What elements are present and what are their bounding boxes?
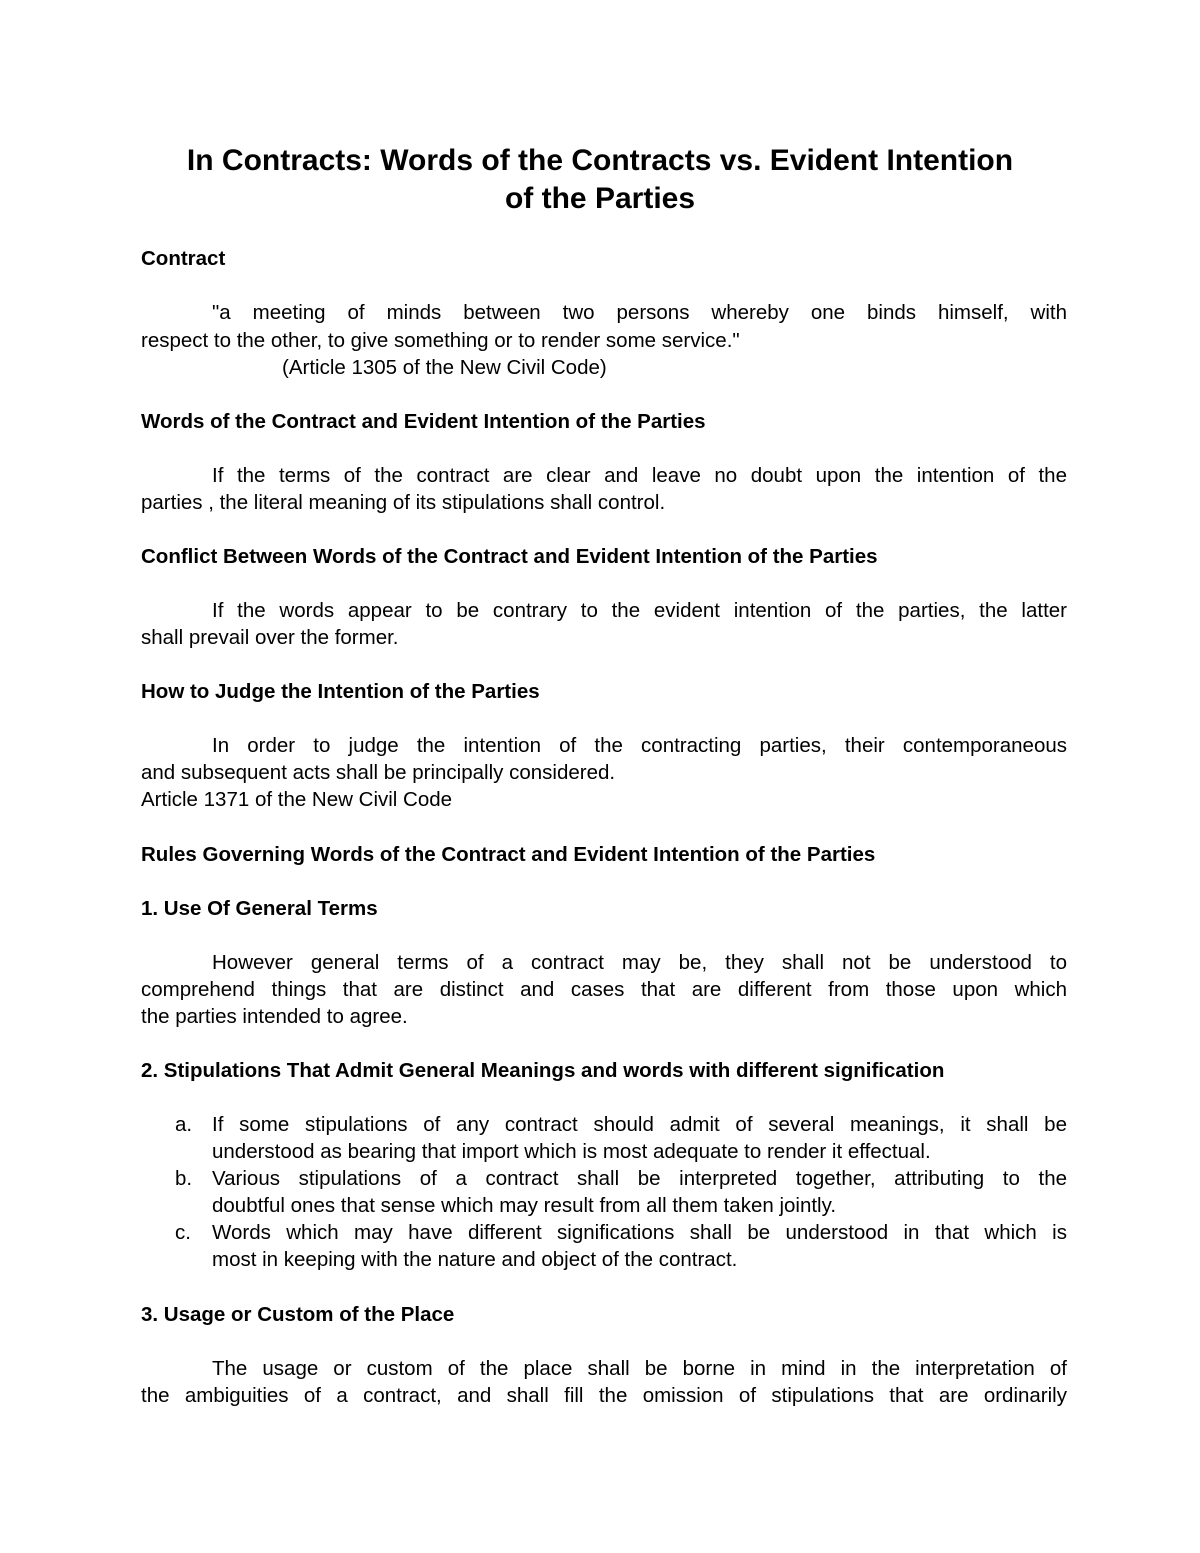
document-title-line-1: In Contracts: Words of the Contracts vs. Evident Intention	[186, 144, 1014, 177]
rule-3-line-1: The usage or custom of the place shall be borne in mind in the interpretation of	[212, 1357, 1067, 1380]
rule-1-line-3: the parties intended to agree.	[141, 1005, 408, 1028]
document-title-line-2: of the Parties	[504, 182, 696, 215]
rule-3-line-2: the ambiguities of a contract, and shall fill the omission of stipulations that are ordinarily	[141, 1384, 1067, 1407]
list-item-c-letter: c.	[175, 1221, 191, 1244]
list-item-a-line-1: If some stipulations of any contract should admit of several meanings, it shall be	[212, 1113, 1067, 1136]
heading-words-and-intention: Words of the Contract and Evident Intention of the Parties	[141, 410, 706, 433]
judge-citation: Article 1371 of the New Civil Code	[141, 788, 453, 811]
conflict-paragraph-line-1: If the words appear to be contrary to the evident intention of the parties, the latter	[212, 599, 1067, 622]
judge-paragraph-line-1: In order to judge the intention of the contracting parties, their contemporaneous	[212, 734, 1067, 757]
rule-1-line-2: comprehend things that are distinct and cases that are different from those upon which	[141, 978, 1067, 1001]
heading-rules-governing: Rules Governing Words of the Contract and Evident Intention of the Parties	[141, 843, 876, 866]
list-item-b-line-2: doubtful ones that sense which may result from all them taken jointly.	[212, 1194, 837, 1217]
list-item-b-line-1: Various stipulations of a contract shall be interpreted together, attributing to the	[212, 1167, 1067, 1190]
list-item-b-letter: b.	[175, 1167, 193, 1190]
words-paragraph-line-2: parties , the literal meaning of its stipulations shall control.	[141, 491, 666, 514]
list-item-c-line-1: Words which may have different significations shall be understood in that which is	[212, 1221, 1067, 1244]
heading-judge-intention: How to Judge the Intention of the Parties	[141, 680, 540, 703]
judge-paragraph-line-2: and subsequent acts shall be principally considered.	[141, 761, 616, 784]
list-item-a-line-2: understood as bearing that import which is most adequate to render it effectual.	[212, 1140, 931, 1163]
contract-definition-line-1: "a meeting of minds between two persons whereby one binds himself, with	[212, 301, 1067, 324]
heading-rule-3: 3. Usage or Custom of the Place	[141, 1303, 455, 1326]
list-item-c-line-2: most in keeping with the nature and object of the contract.	[212, 1248, 738, 1271]
heading-contract: Contract	[141, 247, 226, 270]
heading-rule-2: 2. Stipulations That Admit General Meanings and words with different signification	[141, 1059, 945, 1082]
list-item-a-letter: a.	[175, 1113, 193, 1136]
heading-rule-1: 1. Use Of General Terms	[141, 897, 378, 920]
contract-definition-line-2: respect to the other, to give something or to render some service."	[141, 329, 740, 352]
rule-1-line-1: However general terms of a contract may be, they shall not be understood to	[212, 951, 1067, 974]
words-paragraph-line-1: If the terms of the contract are clear and leave no doubt upon the intention of the	[212, 464, 1067, 487]
contract-citation: (Article 1305 of the New Civil Code)	[282, 356, 607, 379]
heading-conflict: Conflict Between Words of the Contract and Evident Intention of the Parties	[141, 545, 878, 568]
conflict-paragraph-line-2: shall prevail over the former.	[141, 626, 399, 649]
